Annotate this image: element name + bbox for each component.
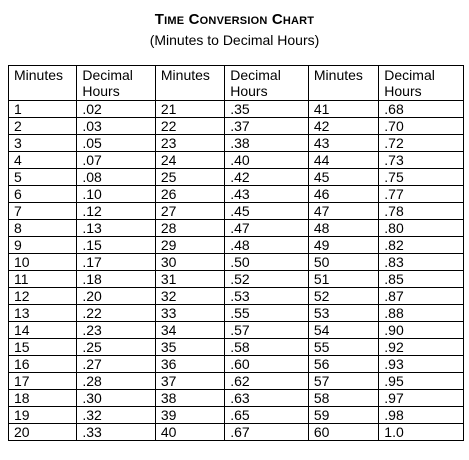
minutes-cell: 57 (308, 373, 378, 390)
minutes-cell: 4 (9, 152, 77, 169)
decimal-hours-cell: .50 (225, 254, 309, 271)
decimal-hours-cell: .13 (77, 220, 156, 237)
decimal-hours-cell: .33 (77, 424, 156, 441)
decimal-hours-cell: .02 (77, 101, 156, 118)
table-row (9, 135, 464, 152)
column-header-minutes: Minutes (9, 66, 77, 101)
minutes-cell: 31 (155, 271, 224, 288)
decimal-hours-cell: .90 (379, 322, 464, 339)
decimal-hours-cell: .83 (379, 254, 464, 271)
header-row (9, 66, 464, 101)
decimal-hours-cell: .08 (77, 169, 156, 186)
column-header-minutes: Minutes (155, 66, 224, 101)
minutes-cell: 28 (155, 220, 224, 237)
decimal-hours-cell: .78 (379, 203, 464, 220)
table-row (9, 373, 464, 390)
table-row (9, 288, 464, 305)
minutes-cell: 6 (9, 186, 77, 203)
decimal-hours-cell: .47 (225, 220, 309, 237)
minutes-cell: 3 (9, 135, 77, 152)
decimal-hours-cell: .82 (379, 237, 464, 254)
minutes-cell: 60 (308, 424, 378, 441)
minutes-cell: 59 (308, 407, 378, 424)
decimal-hours-cell: .35 (225, 101, 309, 118)
decimal-hours-cell: 1.0 (379, 424, 464, 441)
minutes-cell: 22 (155, 118, 224, 135)
table-row (9, 186, 464, 203)
minutes-cell: 50 (308, 254, 378, 271)
minutes-cell: 20 (9, 424, 77, 441)
minutes-cell: 39 (155, 407, 224, 424)
decimal-hours-cell: .75 (379, 169, 464, 186)
minutes-cell: 26 (155, 186, 224, 203)
table-row (9, 271, 464, 288)
minutes-cell: 36 (155, 356, 224, 373)
decimal-hours-cell: .03 (77, 118, 156, 135)
table-row (9, 203, 464, 220)
minutes-cell: 15 (9, 339, 77, 356)
chart-subtitle: (Minutes to Decimal Hours) (149, 32, 320, 48)
decimal-hours-cell: .28 (77, 373, 156, 390)
minutes-cell: 30 (155, 254, 224, 271)
minutes-cell: 49 (308, 237, 378, 254)
minutes-cell: 38 (155, 390, 224, 407)
minutes-cell: 37 (155, 373, 224, 390)
minutes-cell: 46 (308, 186, 378, 203)
table-header (9, 66, 464, 101)
decimal-hours-cell: .17 (77, 254, 156, 271)
decimal-hours-cell: .10 (77, 186, 156, 203)
decimal-hours-cell: .42 (225, 169, 309, 186)
table-row (9, 322, 464, 339)
table-body (9, 101, 464, 441)
decimal-hours-cell: .23 (77, 322, 156, 339)
decimal-hours-cell: .77 (379, 186, 464, 203)
minutes-cell: 23 (155, 135, 224, 152)
minutes-cell: 1 (9, 101, 77, 118)
minutes-cell: 58 (308, 390, 378, 407)
decimal-hours-cell: .93 (379, 356, 464, 373)
decimal-hours-cell: .70 (379, 118, 464, 135)
decimal-hours-cell: .88 (379, 305, 464, 322)
table-row (9, 169, 464, 186)
decimal-hours-cell: .97 (379, 390, 464, 407)
minutes-cell: 21 (155, 101, 224, 118)
table-row (9, 118, 464, 135)
decimal-hours-cell: .48 (225, 237, 309, 254)
table-row (9, 254, 464, 271)
decimal-hours-cell: .55 (225, 305, 309, 322)
table-row (9, 390, 464, 407)
minutes-cell: 8 (9, 220, 77, 237)
decimal-hours-cell: .85 (379, 271, 464, 288)
decimal-hours-cell: .22 (77, 305, 156, 322)
table-row (9, 339, 464, 356)
table-row (9, 356, 464, 373)
minutes-cell: 32 (155, 288, 224, 305)
decimal-hours-cell: .07 (77, 152, 156, 169)
minutes-cell: 43 (308, 135, 378, 152)
minutes-cell: 54 (308, 322, 378, 339)
minutes-cell: 48 (308, 220, 378, 237)
table-row (9, 152, 464, 169)
minutes-cell: 13 (9, 305, 77, 322)
decimal-hours-cell: .65 (225, 407, 309, 424)
minutes-cell: 11 (9, 271, 77, 288)
table-row (9, 101, 464, 118)
minutes-cell: 34 (155, 322, 224, 339)
decimal-hours-cell: .25 (77, 339, 156, 356)
table-row (9, 220, 464, 237)
decimal-hours-cell: .18 (77, 271, 156, 288)
minutes-cell: 53 (308, 305, 378, 322)
minutes-cell: 5 (9, 169, 77, 186)
decimal-hours-cell: .57 (225, 322, 309, 339)
chart-title: Time Conversion Chart (154, 11, 315, 28)
column-header-decimal-hours: Decimal Hours (77, 66, 156, 101)
table-row (9, 237, 464, 254)
decimal-hours-cell: .52 (225, 271, 309, 288)
minutes-cell: 24 (155, 152, 224, 169)
decimal-hours-cell: .68 (379, 101, 464, 118)
decimal-hours-cell: .80 (379, 220, 464, 237)
table-row (9, 407, 464, 424)
decimal-hours-cell: .43 (225, 186, 309, 203)
minutes-cell: 29 (155, 237, 224, 254)
decimal-hours-cell: .20 (77, 288, 156, 305)
minutes-cell: 47 (308, 203, 378, 220)
decimal-hours-cell: .60 (225, 356, 309, 373)
minutes-cell: 12 (9, 288, 77, 305)
minutes-cell: 35 (155, 339, 224, 356)
minutes-cell: 42 (308, 118, 378, 135)
minutes-cell: 56 (308, 356, 378, 373)
minutes-cell: 41 (308, 101, 378, 118)
decimal-hours-cell: .27 (77, 356, 156, 373)
minutes-cell: 17 (9, 373, 77, 390)
minutes-cell: 45 (308, 169, 378, 186)
decimal-hours-cell: .72 (379, 135, 464, 152)
decimal-hours-cell: .95 (379, 373, 464, 390)
decimal-hours-cell: .62 (225, 373, 309, 390)
decimal-hours-cell: .45 (225, 203, 309, 220)
minutes-cell: 33 (155, 305, 224, 322)
decimal-hours-cell: .40 (225, 152, 309, 169)
minutes-cell: 51 (308, 271, 378, 288)
decimal-hours-cell: .38 (225, 135, 309, 152)
minutes-cell: 52 (308, 288, 378, 305)
column-header-minutes: Minutes (308, 66, 378, 101)
column-header-decimal-hours: Decimal Hours (225, 66, 309, 101)
minutes-cell: 2 (9, 118, 77, 135)
minutes-cell: 19 (9, 407, 77, 424)
decimal-hours-cell: .15 (77, 237, 156, 254)
table-row (9, 305, 464, 322)
column-header-decimal-hours: Decimal Hours (379, 66, 464, 101)
decimal-hours-cell: .58 (225, 339, 309, 356)
minutes-cell: 55 (308, 339, 378, 356)
decimal-hours-cell: .37 (225, 118, 309, 135)
minutes-cell: 25 (155, 169, 224, 186)
minutes-cell: 40 (155, 424, 224, 441)
decimal-hours-cell: .67 (225, 424, 309, 441)
conversion-table (8, 65, 464, 441)
minutes-cell: 14 (9, 322, 77, 339)
minutes-cell: 16 (9, 356, 77, 373)
decimal-hours-cell: .30 (77, 390, 156, 407)
minutes-cell: 27 (155, 203, 224, 220)
decimal-hours-cell: .12 (77, 203, 156, 220)
decimal-hours-cell: .98 (379, 407, 464, 424)
decimal-hours-cell: .53 (225, 288, 309, 305)
decimal-hours-cell: .87 (379, 288, 464, 305)
minutes-cell: 18 (9, 390, 77, 407)
table-row (9, 424, 464, 441)
minutes-cell: 10 (9, 254, 77, 271)
decimal-hours-cell: .92 (379, 339, 464, 356)
decimal-hours-cell: .63 (225, 390, 309, 407)
decimal-hours-cell: .73 (379, 152, 464, 169)
minutes-cell: 7 (9, 203, 77, 220)
minutes-cell: 44 (308, 152, 378, 169)
minutes-cell: 9 (9, 237, 77, 254)
decimal-hours-cell: .05 (77, 135, 156, 152)
decimal-hours-cell: .32 (77, 407, 156, 424)
